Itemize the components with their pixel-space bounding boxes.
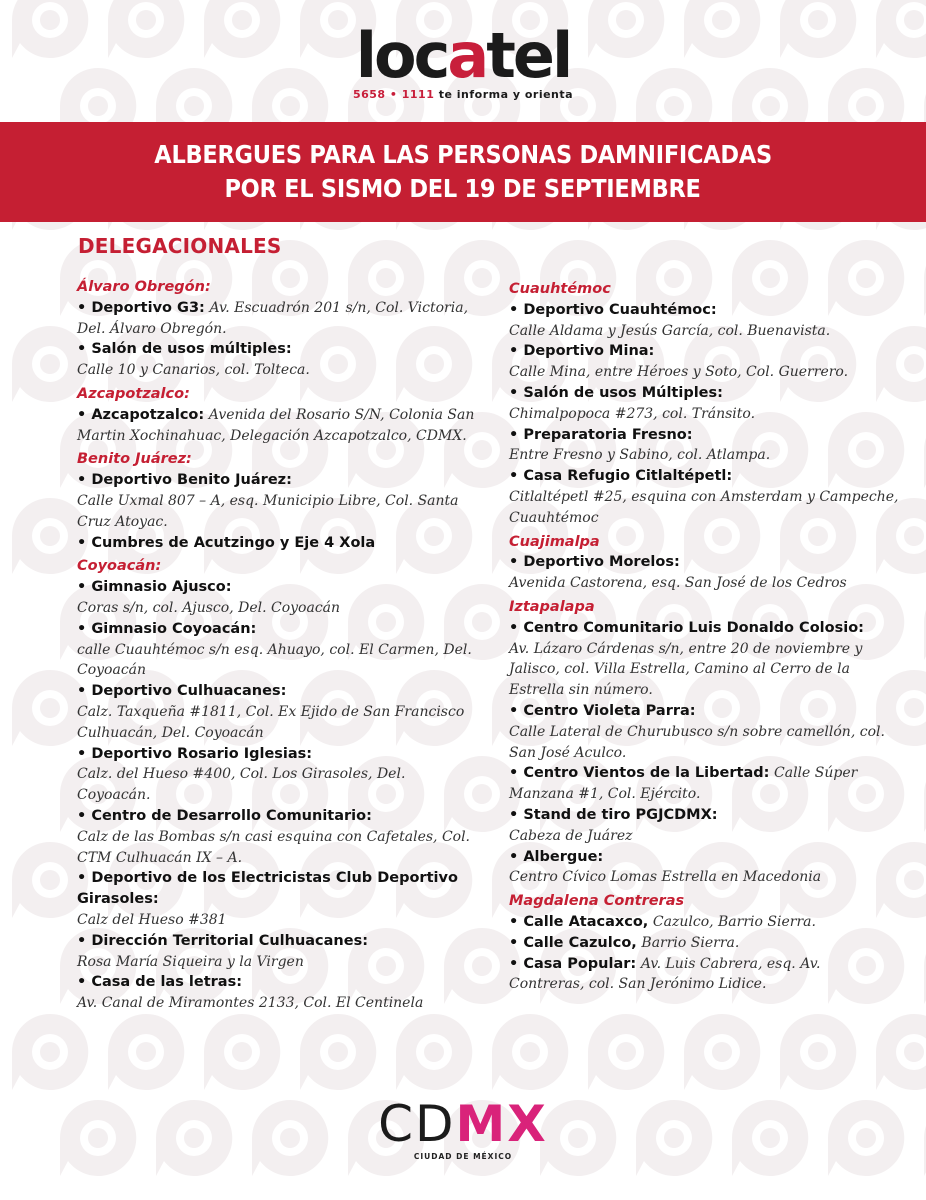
pattern-pin-icon xyxy=(684,1014,760,1090)
shelter-entry xyxy=(509,805,899,847)
shelter-address: Avenida Castorena, esq. San José de los Cedros xyxy=(509,575,847,592)
pattern-pin-icon xyxy=(12,1014,88,1090)
title-banner xyxy=(0,122,926,222)
shelter-address: calle Cuauhtémoc s/n esq. Ahuayo, col. El Carmen, Del. Coyoacán xyxy=(77,641,472,679)
shelter-entry xyxy=(77,972,477,1014)
shelter-address: Coras s/n, col. Ajusco, Del. Coyoacán xyxy=(77,599,341,616)
delegacion-heading: Magdalena Contreras xyxy=(509,893,685,910)
shelter-address: Calle Uxmal 807 – A, esq. Municipio Libre, Col. Santa Cruz Atoyac. xyxy=(77,492,459,530)
shelter-name: • Dirección Territorial Culhuacanes: xyxy=(77,932,369,949)
shelter-address: Citlaltépetl #25, esquina con Amsterdam y Campeche, Cuauhtémoc xyxy=(509,488,899,526)
shelter-name: • Deportivo G3: xyxy=(77,299,205,316)
shelter-address: Calz de las Bombas s/n casi esquina con Cafetales, Col. CTM Culhuacán IX – A. xyxy=(77,828,471,866)
shelter-address: Rosa María Siqueira y la Virgen xyxy=(77,953,304,970)
pattern-pin-icon xyxy=(396,1014,472,1090)
delegacion-heading: Iztapalapa xyxy=(509,598,595,615)
shelter-address: Chimalpopoca #273, col. Tránsito. xyxy=(509,405,756,422)
shelter-address: Av. Canal de Miramontes 2133, Col. El Centinela xyxy=(77,995,424,1012)
shelter-name: • Deportivo Benito Juárez: xyxy=(77,472,292,489)
shelter-entry xyxy=(77,744,477,806)
shelter-address: Avenida del Rosario S/N, Colonia San Martin Xochinahuac, Delegación Azcapotzalco, CDMX. xyxy=(77,406,475,444)
pattern-pin-icon xyxy=(876,1014,926,1090)
shelter-entry xyxy=(509,466,899,528)
banner-line-2: POR EL SISMO DEL 19 DE SEPTIEMBRE xyxy=(224,174,702,203)
pattern-pin-icon xyxy=(204,1014,280,1090)
shelter-name: • Centro Comunitario Luis Donaldo Colosio: xyxy=(509,619,864,636)
shelter-entry xyxy=(77,533,477,554)
shelter-address: Entre Fresno y Sabino, col. Atlampa. xyxy=(509,447,771,464)
shelter-address: Calle Mina, entre Héroes y Soto, Col. Guerrero. xyxy=(509,364,849,381)
shelter-name: • Calle Atacaxco, xyxy=(509,913,649,930)
locatel-logo xyxy=(0,19,926,101)
shelter-address: Calz. del Hueso #400, Col. Los Girasoles, Del. Coyoacán. xyxy=(77,766,406,804)
shelter-name: • Gimnasio Ajusco: xyxy=(77,579,232,596)
shelter-address: Av. Lázaro Cárdenas s/n, entre 20 de noviembre y Jalisco, col. Villa Estrella, Camino al Cerro de la Estrella sin número. xyxy=(509,640,863,699)
pattern-pin-icon xyxy=(492,1014,568,1090)
shelter-name: • Deportivo de los Electricistas Club Deportivo Girasoles: xyxy=(77,870,458,908)
shelter-address: Calz. Taxqueña #1811, Col. Ex Ejido de San Francisco Culhuacán, Del. Coyoacán xyxy=(77,703,465,741)
shelter-entry xyxy=(509,383,899,425)
shelter-entry xyxy=(509,847,899,889)
shelter-address: Calle Aldama y Jesús García, col. Buenavista. xyxy=(509,322,831,339)
shelter-entry xyxy=(509,341,899,383)
delegacion-heading: Azcapotzalco: xyxy=(77,385,190,402)
shelter-name: • Salón de usos múltiples: xyxy=(77,341,292,358)
locatel-phone: 5658 • 1111 xyxy=(352,88,435,101)
shelter-name: • Casa de las letras: xyxy=(77,974,243,991)
shelter-entry xyxy=(77,681,477,743)
shelter-address: Cabeza de Juárez xyxy=(509,827,633,844)
shelter-entry xyxy=(509,912,899,933)
shelter-name: • Casa Refugio Citlaltépetl: xyxy=(509,468,733,485)
shelter-address: Centro Cívico Lomas Estrella en Macedonia xyxy=(509,869,822,886)
shelter-entry xyxy=(509,701,899,763)
shelter-entry xyxy=(509,763,899,805)
shelter-entry xyxy=(77,405,477,447)
shelter-entry xyxy=(509,300,899,342)
cdmx-wordmark: CDMX xyxy=(378,1095,548,1153)
shelter-name: • Cumbres de Acutzingo y Eje 4 Xola xyxy=(77,534,376,551)
shelter-name: • Casa Popular: xyxy=(509,955,637,972)
cdmx-logo xyxy=(0,1095,926,1161)
pattern-pin-icon xyxy=(300,1014,376,1090)
left-column xyxy=(77,274,477,1014)
shelter-name: • Centro Vientos de la Libertad: xyxy=(509,765,770,782)
section-title: DELEGACIONALES xyxy=(78,234,282,258)
shelter-address: Cazulco, Barrio Sierra. xyxy=(652,913,816,930)
shelter-entry xyxy=(77,619,477,681)
shelter-address: Calz del Hueso #381 xyxy=(77,911,227,928)
shelter-address: Barrio Sierra. xyxy=(641,934,740,951)
locatel-tagline xyxy=(0,88,926,101)
shelter-address: Av. Escuadrón 201 s/n, Col. Victoria, Del. Álvaro Obregón. xyxy=(77,299,469,337)
shelter-entry xyxy=(509,933,899,954)
shelter-name: • Centro de Desarrollo Comunitario: xyxy=(77,807,372,824)
locatel-at-symbol: a xyxy=(447,19,487,92)
shelter-entry xyxy=(509,618,899,701)
shelter-entry xyxy=(77,931,477,973)
pattern-pin-icon xyxy=(108,1014,184,1090)
shelter-entry xyxy=(77,577,477,619)
shelter-entry xyxy=(77,868,477,930)
shelter-entry xyxy=(77,298,477,340)
shelter-entry xyxy=(77,470,477,532)
shelter-name: • Deportivo Rosario Iglesias: xyxy=(77,745,313,762)
pattern-pin-icon xyxy=(588,1014,664,1090)
shelter-entry xyxy=(509,954,899,996)
shelter-name: • Azcapotzalco: xyxy=(77,406,205,423)
shelter-entry xyxy=(509,552,899,594)
shelter-name: • Deportivo Culhuacanes: xyxy=(77,683,287,700)
shelter-name: • Salón de usos Múltiples: xyxy=(509,384,723,401)
delegacion-heading: Álvaro Obregón: xyxy=(77,279,211,295)
shelter-name: • Stand de tiro PGJCDMX: xyxy=(509,806,718,823)
shelter-address: Calle Súper Manzana #1, Col. Ejército. xyxy=(509,765,858,803)
delegacion-heading: Cuauhtémoc xyxy=(509,281,611,297)
shelter-name: • Albergue: xyxy=(509,848,604,865)
shelter-name: • Gimnasio Coyoacán: xyxy=(77,620,257,637)
locatel-slogan: te informa y orienta xyxy=(438,88,574,101)
delegacion-heading: Benito Juárez: xyxy=(77,451,192,468)
shelter-name: • Deportivo Mina: xyxy=(509,343,655,360)
shelter-entry xyxy=(509,425,899,467)
shelter-address: Calle Lateral de Churubusco s/n sobre camellón, col. San José Aculco. xyxy=(509,723,885,761)
shelter-entry xyxy=(77,806,477,868)
banner-line-1: ALBERGUES PARA LAS PERSONAS DAMNIFICADAS xyxy=(154,140,772,169)
right-column xyxy=(509,276,899,995)
locatel-wordmark: locatel xyxy=(355,19,571,92)
shelter-name: • Deportivo Morelos: xyxy=(509,554,680,571)
pattern-pin-icon xyxy=(780,1014,856,1090)
shelter-name: • Deportivo Cuauhtémoc: xyxy=(509,301,717,318)
shelter-entry xyxy=(77,339,477,381)
shelter-name: • Centro Violeta Parra: xyxy=(509,702,696,719)
shelter-address: Av. Luis Cabrera, esq. Av. Contreras, col. San Jerónimo Lidice. xyxy=(509,955,821,993)
shelter-address: Calle 10 y Canarios, col. Tolteca. xyxy=(77,362,310,379)
shelter-name: • Calle Cazulco, xyxy=(509,934,637,951)
shelter-name: • Preparatoria Fresno: xyxy=(509,426,693,443)
delegacion-heading: Coyoacán: xyxy=(77,558,162,575)
delegacion-heading: Cuajimalpa xyxy=(509,533,600,550)
cdmx-subtitle: CIUDAD DE MÉXICO xyxy=(413,1152,513,1161)
